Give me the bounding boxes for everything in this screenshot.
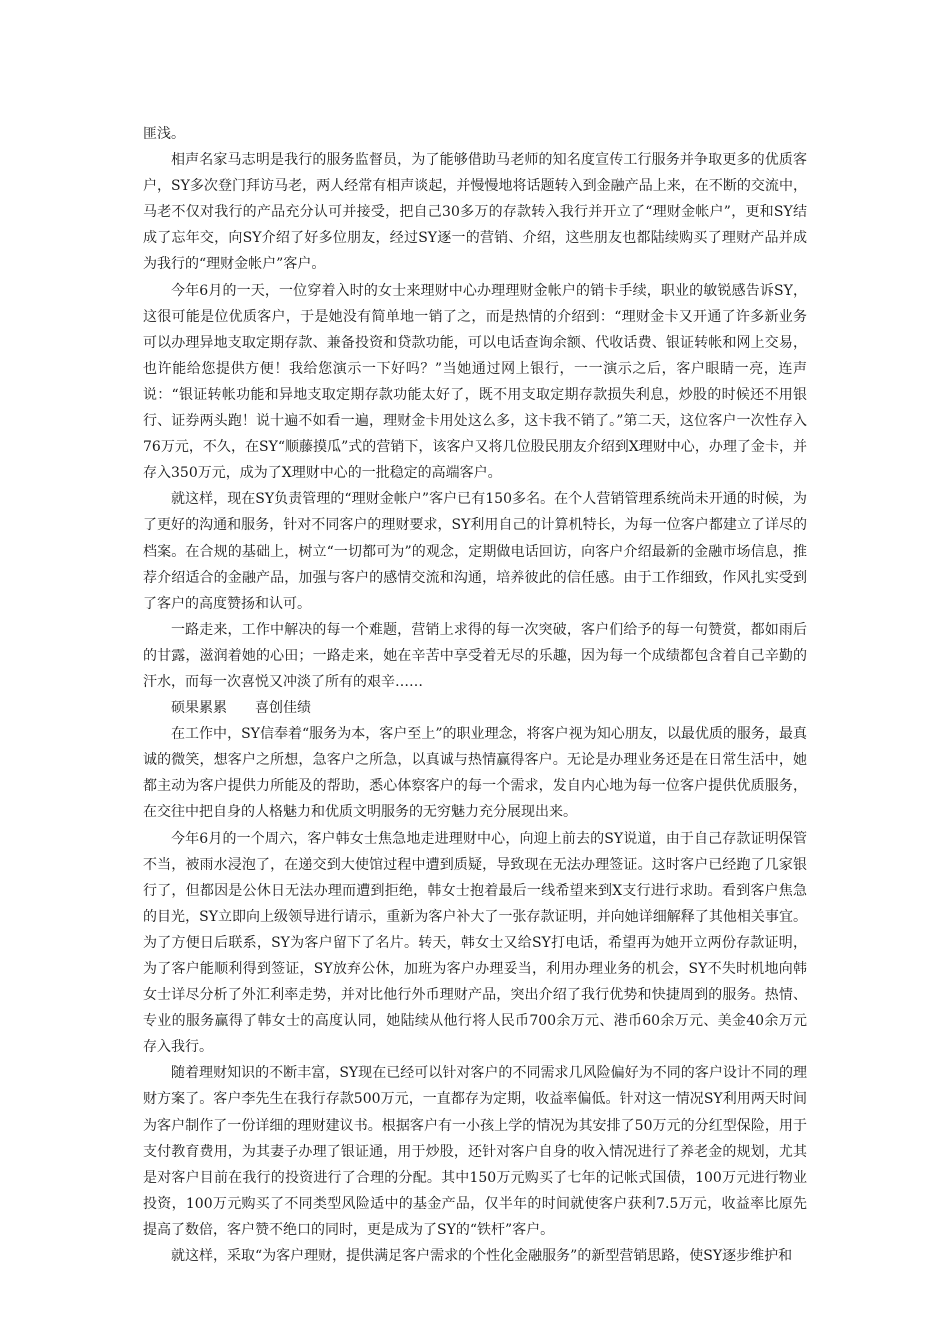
paragraph: 今年6月的一个周六，客户韩女士焦急地走进理财中心，向迎上前去的SY说道，由于自己存款证明保管不当，被雨水浸泡了，在递交到大使馆过程中遭到质疑，导致现在无法办理签证。这时客户已经跑了几家银行了，但都因是公休日无法办理而遭到拒绝，韩女士抱着最后一线希望来到X支行进行求助。看到客户焦急的目光，SY立即向上级领导进行请示，重新为客户补大了一张存款证明，并向她详细解释了其他相关事宜。为了方便日后联系，SY为客户留下了名片。转天，韩女士又给SY打电话，希望再为她开立两份存款证明，为了客户能顺利得到签证，SY放弃公休，加班为客户办理妥当，利用办理业务的机会，SY不失时机地向韩女士详尽分析了外汇利率走势，并对比他行外币理财产品，突出介绍了我行优势和快捷周到的服务。热情、专业的服务赢得了韩女士的高度认同，她陆续从他行将人民币700余万元、港币60余万元、美金40余万元存入我行。	[143, 830, 807, 1056]
section-heading: 硕果累累 喜创佳绩	[171, 700, 311, 717]
paragraph: 随着理财知识的不断丰富，SY现在已经可以针对客户的不同需求几风险偏好为不同的客户设计不同的理财方案了。客户李先生在我行存款500万元，一直都存为定期，收益率偏低。针对这一情况SY利用两天时间为客户制作了一份详细的理财建议书。根据客户有一小孩上学的情况为其安排了50万元的分红型保险，用于支付教育费用，为其妻子办理了银证通，用于炒股，还针对客户自身的收入情况进行了养老金的规划，尤其是对客户目前在我行的投资进行了合理的分配。其中150万元购买了七年的记帐式国债，100万元进行物业投资，100万元购买了不同类型风险适中的基金产品，仅半年的时间就使客户获利7.5万元，收益率比原先提高了数倍，客户赞不绝口的同时，更是成为了SY的“铁杆”客户。	[143, 1065, 807, 1238]
paragraph: 就这样，采取“为客户理财，提供满足客户需求的个性化金融服务”的新型营销思路，使SY逐步维护和	[171, 1248, 793, 1265]
document-body	[143, 121, 807, 1269]
paragraph: 相声名家马志明是我行的服务监督员，为了能够借助马老师的知名度宣传工行服务并争取更多的优质客户，SY多次登门拜访马老，两人经常有相声谈起，并慢慢地将话题转入到金融产品上来，在不断的交流中，马老不仅对我行的产品充分认可并接受，把自己30多万的存款转入我行并开立了“理财金帐户”，更和SY结成了忘年交，向SY介绍了好多位朋友，经过SY逐一的营销、介绍，这些朋友也都陆续购买了理财产品并成为我行的“理财金帐户”客户。	[143, 152, 807, 273]
paragraph: 就这样，现在SY负责管理的“理财金帐户”客户已有150多名。在个人营销管理系统尚未开通的时候，为了更好的沟通和服务，针对不同客户的理财要求，SY利用自己的计算机特长，为每一位客户都建立了详尽的档案。在合规的基础上，树立“一切都可为”的观念，定期做电话回访，向客户介绍最新的金融市场信息，推荐介绍适合的金融产品，加强与客户的感情交流和沟通，培养彼此的信任感。由于工作细致，作风扎实受到了客户的高度赞扬和认可。	[143, 491, 807, 612]
paragraph: 今年6月的一天，一位穿着入时的女士来理财中心办理理财金帐户的销卡手续，职业的敏锐感告诉SY，这很可能是位优质客户，于是她没有简单地一销了之，而是热情的介绍到：“理财金卡又开通了许多新业务可以办理异地支取定期存款、兼备投资和贷款功能，可以电话查询余额、代收话费、银证转帐和网上交易，也许能给您提供方便！我给您演示一下好吗？”当她通过网上银行，一一演示之后，客户眼睛一亮，连声说：“银证转帐功能和异地支取定期存款功能太好了，既不用支取定期存款损失利息，炒股的时候还不用银行、证券两头跑！说十遍不如看一遍，理财金卡用处这么多，这卡我不销了。”第二天，这位客户一次性存入76万元，不久，在SY“顺藤摸瓜”式的营销下，该客户又将几位股民朋友介绍到X理财中心，办理了金卡，并存入350万元，成为了X理财中心的一批稳定的高端客户。	[143, 282, 807, 482]
paragraph: 在工作中，SY信奉着“服务为本，客户至上”的职业理念，将客户视为知心朋友，以最优质的服务，最真诚的微笑，想客户之所想，急客户之所急，以真诚与热情赢得客户。无论是办理业务还是在日常生活中，她都主动为客户提供力所能及的帮助，悉心体察客户的每一个需求，发自内心地为每一位客户提供优质服务，在交往中把自身的人格魅力和优质文明服务的无穷魅力充分展现出来。	[143, 726, 807, 821]
paragraph-continuation: 匪浅。	[143, 126, 185, 142]
paragraph: 一路走来，工作中解决的每一个难题，营销上求得的每一次突破，客户们给予的每一句赞赏，都如雨后的甘露，滋润着她的心田；一路走来，她在辛苦中享受着无尽的乐趣，因为每一个成绩都包含着自己辛勤的汗水，而每一次喜悦又冲淡了所有的艰辛……	[143, 621, 807, 690]
